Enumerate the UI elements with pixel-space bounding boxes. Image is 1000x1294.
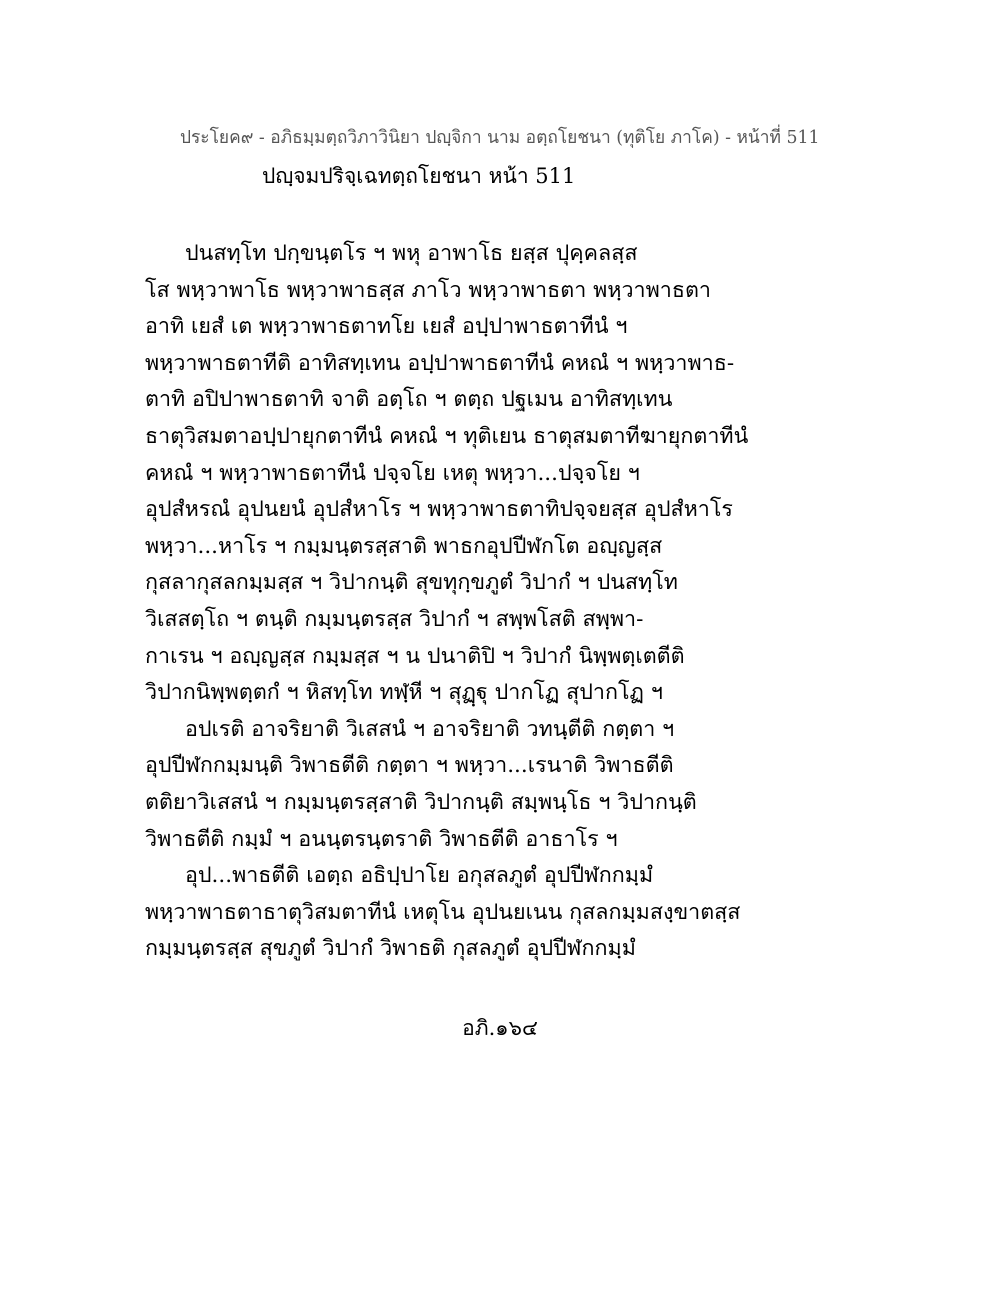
text-line: วิพาธตีติ กมฺมํ ฯ อนนฺตรนฺตราติ วิพาธตีติ อาธาโร ฯ xyxy=(145,826,618,852)
text-line: ปนสทฺโท ปกฺขนฺตโร ฯ พหุ อาพาโธ ยสฺส ปุคฺคลสฺส xyxy=(185,241,638,266)
text-line: ธาตุวิสมตาอปฺปายุกตาทีนํ คหณํ ฯ ทุติเยน ธาตุสมตาทีฆายุกตาทีนํ xyxy=(145,423,749,449)
text-line: ตาทิ อปิปาพาธตาทิ จาติ อตฺโถ ฯ ตตฺถ ปฐเมน อาทิสทฺเทน xyxy=(145,387,673,413)
text-line: พหฺวาพาธตาธาตุวิสมตาทีนํ เหตุโน อุปนยเนน กุสลกมฺมสงฺขาตสฺส xyxy=(145,899,741,925)
text-body xyxy=(145,236,865,968)
page-footer-mark: อภิ.๑๖๔ xyxy=(462,1016,538,1040)
text-line: พหฺวา...หาโร ฯ กมฺมนฺตรสฺสาติ พาธกอุปปีฬกโต อญฺญสฺส xyxy=(145,533,663,559)
text-line: โส พหฺวาพาโธ พหฺวาพาธสฺส ภาโว พหฺวาพาธตา พหฺวาพาธตา xyxy=(145,277,712,303)
text-line: อุปสํหรณํ อุปนยนํ อุปสํหาโร ฯ พหฺวาพาธตาทิปจฺจยสฺส อุปสํหาโร xyxy=(145,497,733,523)
text-line: กาเรน ฯ อญฺญสฺส กมฺมสฺส ฯ น ปนาติปิ ฯ วิปากํ นิพฺพตฺเตตีติ xyxy=(145,643,685,669)
text-line: อุป...พาธตีติ เอตฺถ อธิปฺปาโย อกุสลภูตํ อุปปีฬกกมฺมํ xyxy=(185,863,654,889)
running-header xyxy=(0,122,1000,151)
section-heading: ปญฺจมปริจฺเฉทตฺถโยชนา หน้า 511 xyxy=(262,164,576,188)
text-line: ตติยาวิเสสนํ ฯ กมฺมนฺตรสฺสาติ วิปากนฺติ สมฺพนฺโธ ฯ วิปากนฺติ xyxy=(145,789,697,815)
text-line: อปเรติ อาจริยาติ วิเสสนํ ฯ อาจริยาติ วทนฺตีติ กตฺตา ฯ xyxy=(185,716,675,742)
text-line: อุปปีฬกกมฺมนฺติ วิพาธตีติ กตฺตา ฯ พหฺวา...เรนาติ วิพาธตีติ xyxy=(145,753,674,779)
text-line: กมฺมนฺตรสฺส สุขภูตํ วิปากํ วิพาธติ กุสลภูตํ อุปปีฬกกมฺมํ xyxy=(145,936,636,962)
text-line: กุสลากุสลกมฺมสฺส ฯ วิปากนฺติ สุขทุกฺขภูตํ วิปากํ ฯ ปนสทฺโท xyxy=(145,570,678,596)
text-line: วิเสสตฺโถ ฯ ตนฺติ กมฺมนฺตรสฺส วิปากํ ฯ สพฺพโสติ สพฺพา- xyxy=(145,606,644,632)
text-line: วิปากนิพฺพตฺตกํ ฯ หิสทฺโท ทฬฺหี ฯ สุฏฺฐุ ปากโฏ สุปากโฏ ฯ xyxy=(145,680,663,706)
text-line: คหณํ ฯ พหฺวาพาธตาทีนํ ปจฺจโย เหตุ พหฺวา...ปจฺจโย ฯ xyxy=(145,460,640,486)
text-line: อาทิ เยสํ เต พหฺวาพาธตาทโย เยสํ อปฺปาพาธตาทีนํ ฯ xyxy=(145,314,628,340)
text-line: พหฺวาพาธตาทีติ อาทิสทฺเทน อปฺปาพาธตาทีนํ คหณํ ฯ พหฺวาพาธ- xyxy=(145,350,735,376)
running-header-text: ประโยค๙ - อภิธมฺมตฺถวิภาวินิยา ปญฺจิกา นาม อตฺถโยชนา (ทุติโย ภาโค) - หน้าที่ 511 xyxy=(180,127,820,148)
